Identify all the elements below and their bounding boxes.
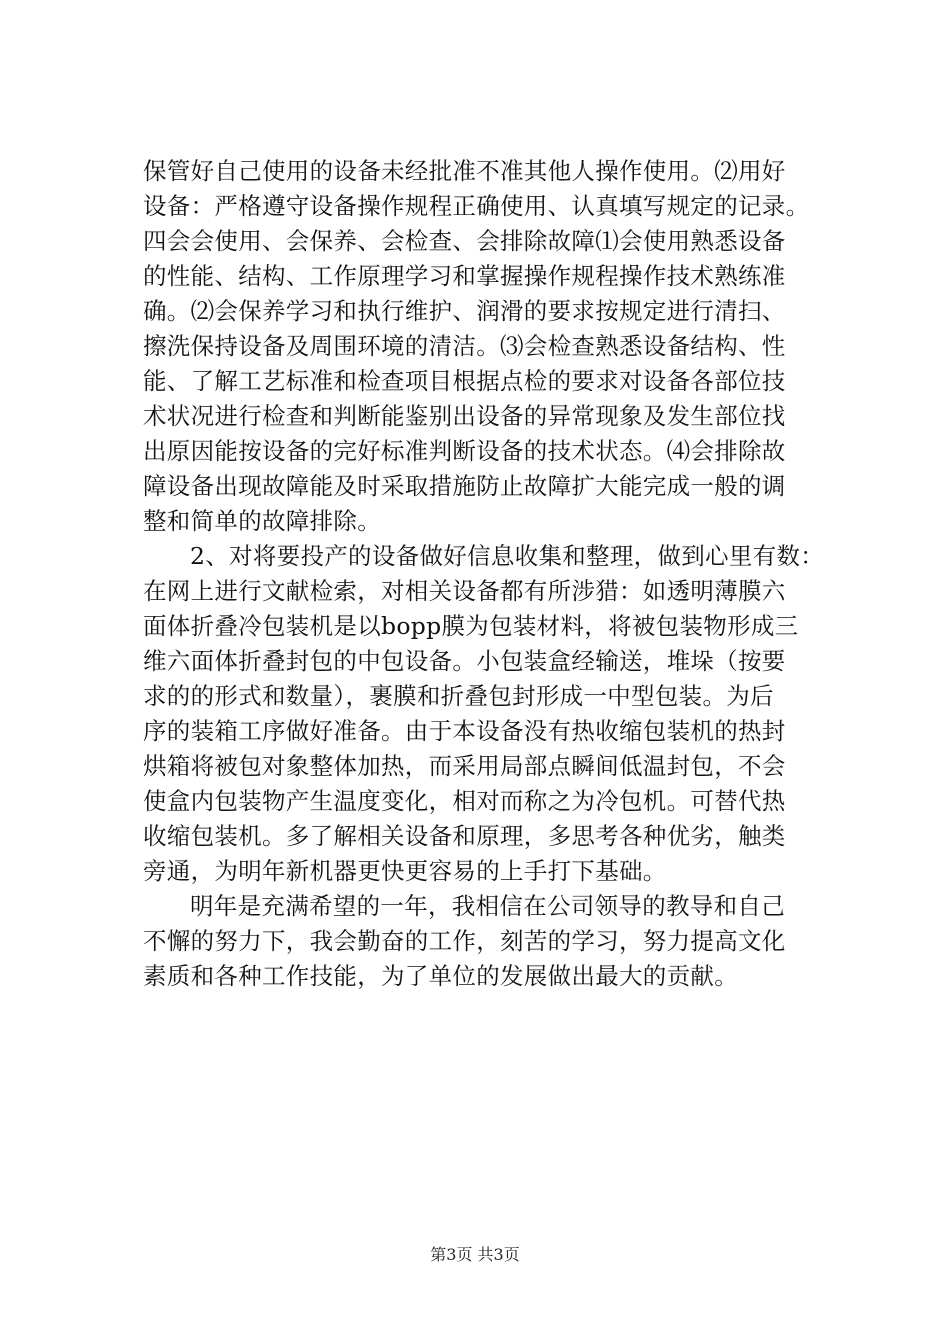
body-text-line: 烘箱将被包对象整体加热，而采用局部点瞬间低温封包，不会 (143, 752, 786, 780)
body-text-line: 面体折叠冷包装机是以bopp膜为包装材料，将被包装物形成三 (143, 612, 799, 640)
body-text-line: 的性能、结构、工作原理学习和掌握操作规程操作技术熟练准 (143, 262, 786, 290)
body-text-line: 不懈的努力下，我会勤奋的工作，刻苦的学习，努力提高文化 (143, 927, 786, 955)
body-text-line: 设备：严格遵守设备操作规程正确使用、认真填写规定的记录。 (143, 192, 810, 220)
paragraph-start-line: 2、对将要投产的设备做好信息收集和整理，做到心里有数： (190, 542, 825, 570)
body-text-line: 障设备出现故障能及时采取措施防止故障扩大能完成一般的调 (143, 472, 786, 500)
body-text-line: 出原因能按设备的完好标准判断设备的技术状态。⑷会排除故 (143, 437, 786, 465)
body-text-line: 序的装箱工序做好准备。由于本设备没有热收缩包装机的热封 (143, 717, 786, 745)
body-text-line: 术状况进行检查和判断能鉴别出设备的异常现象及发生部位找 (143, 402, 786, 430)
body-text-line: 素质和各种工作技能，为了单位的发展做出最大的贡献。 (143, 962, 738, 990)
page-number-footer: 第3页 共3页 (430, 1245, 520, 1264)
body-text-line: 维六面体折叠封包的中包设备。小包装盒经输送，堆垛（按要 (143, 647, 786, 675)
body-text-line: 四会会使用、会保养、会检查、会排除故障⑴会使用熟悉设备 (143, 227, 786, 255)
body-text-line: 收缩包装机。多了解相关设备和原理，多思考各种优劣，触类 (143, 822, 786, 850)
body-text-line: 整和简单的故障排除。 (143, 507, 381, 535)
paragraph-start-line: 明年是充满希望的一年，我相信在公司领导的教导和自己 (190, 892, 785, 920)
body-text-line: 旁通，为明年新机器更快更容易的上手打下基础。 (143, 857, 667, 885)
body-text-line: 能、了解工艺标准和检查项目根据点检的要求对设备各部位技 (143, 367, 786, 395)
body-text-line: 保管好自己使用的设备未经批准不准其他人操作使用。⑵用好 (143, 157, 786, 185)
document-body (143, 154, 833, 994)
body-text-line: 确。⑵会保养学习和执行维护、润滑的要求按规定进行清扫、 (143, 297, 786, 325)
body-text-line: 在网上进行文献检索，对相关设备都有所涉猎：如透明薄膜六 (143, 577, 786, 605)
body-text-line: 擦洗保持设备及周围环境的清洁。⑶会检查熟悉设备结构、性 (143, 332, 786, 360)
body-text-line: 使盒内包装物产生温度变化，相对而称之为冷包机。可替代热 (143, 787, 786, 815)
body-text-line: 求的的形式和数量），裹膜和折叠包封形成一中型包装。为后 (143, 682, 774, 710)
